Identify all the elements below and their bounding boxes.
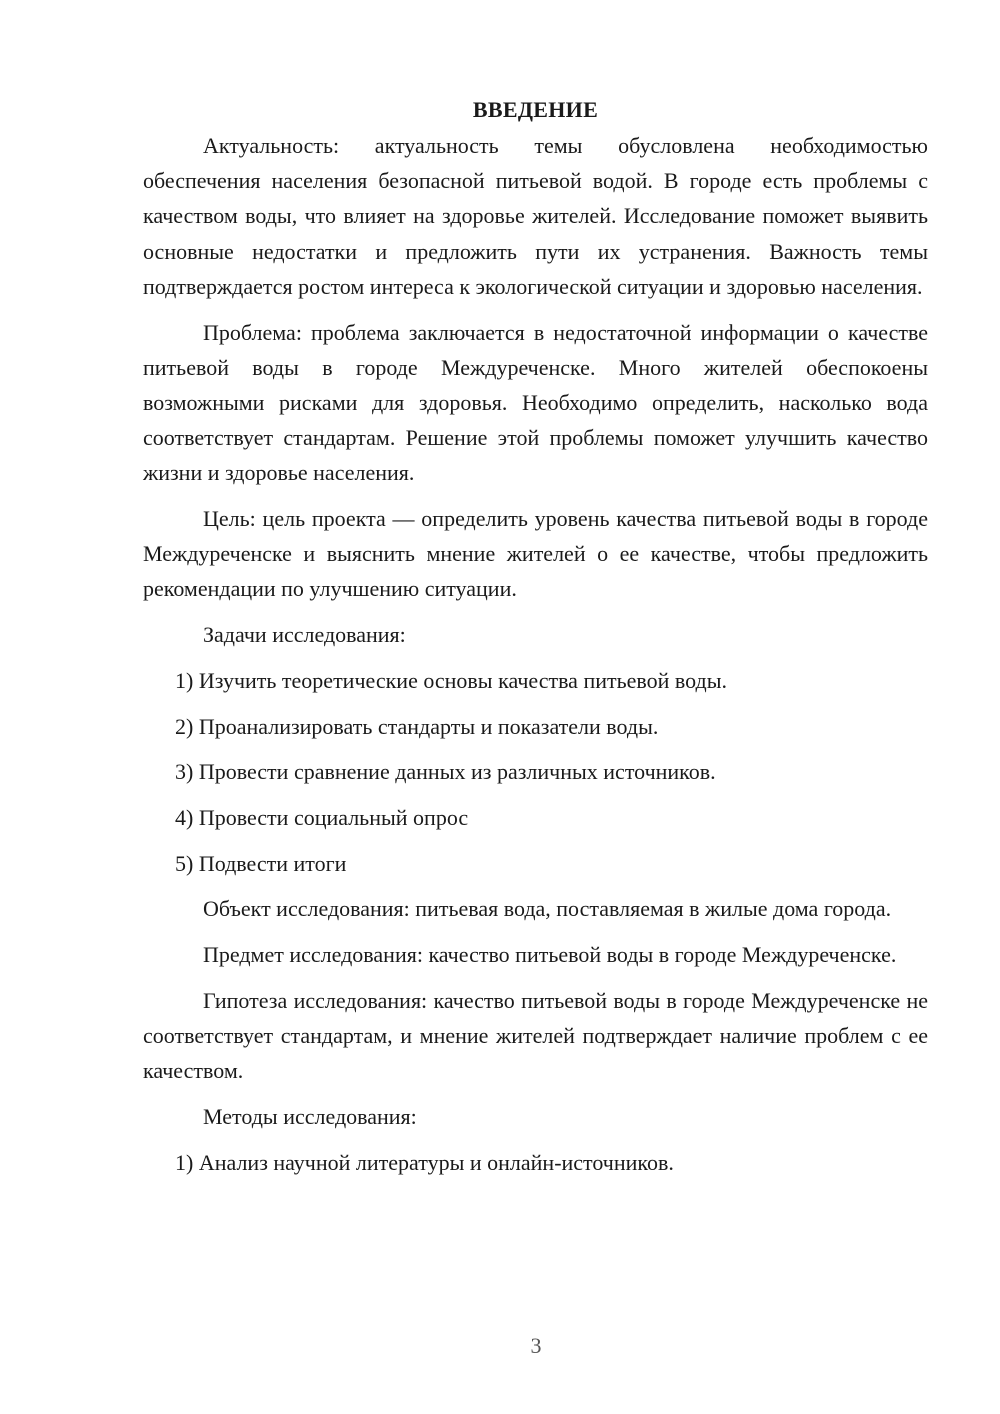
list-item: 3) Провести сравнение данных из различных источников. xyxy=(175,759,716,785)
document-page xyxy=(143,94,928,1190)
tasks-list xyxy=(143,663,928,881)
hypothesis-paragraph: Гипотеза исследования: качество питьевой воды в городе Междуреченске не соответствует стандартам, и мнение жителей подтверждает наличие проблем с ее качеством. xyxy=(143,987,928,1084)
subject-paragraph: Предмет исследования: качество питьевой воды в городе Междуреченске. xyxy=(203,942,897,968)
tasks-heading: Задачи исследования: xyxy=(203,622,406,648)
page-title: ВВЕДЕНИЕ xyxy=(472,97,599,122)
goal-paragraph: Цель: цель проекта — определить уровень качества питьевой воды в городе Междуреченске и выяснить мнение жителей о ее качестве, чтобы предложить рекомендации по улучшению ситуации. xyxy=(143,506,928,602)
list-item: 2) Проанализировать стандарты и показатели воды. xyxy=(175,713,659,739)
relevance-paragraph: Актуальность: актуальность темы обусловлена необходимостью обеспечения населения безопасной питьевой водой. В городе есть проблемы с качеством воды, что влияет на здоровье жителей. Исследование поможет выявить основные недостатки и предложить пути их устранения. Важность темы подтверждается ростом интереса к экологической ситуации и здоровью населения. xyxy=(143,133,928,299)
list-item: 1) Анализ научной литературы и онлайн-источников. xyxy=(175,1149,674,1175)
methods-list xyxy=(143,1145,928,1180)
list-item: 1) Изучить теоретические основы качества питьевой воды. xyxy=(175,667,727,693)
list-item: 5) Подвести итоги xyxy=(175,850,347,876)
page-number: 3 xyxy=(530,1333,542,1358)
list-item: 4) Провести социальный опрос xyxy=(175,804,469,830)
problem-paragraph: Проблема: проблема заключается в недостаточной информации о качестве питьевой воды в городе Междуреченске. Много жителей обеспокоены возможными рисками для здоровья. Необходимо определить, насколько вода соответствует стандартам. Решение этой проблемы поможет улучшить качество жизни и здоровье населения. xyxy=(143,319,928,486)
object-paragraph: Объект исследования: питьевая вода, поставляемая в жилые дома города. xyxy=(203,896,892,922)
methods-heading: Методы исследования: xyxy=(203,1103,417,1129)
